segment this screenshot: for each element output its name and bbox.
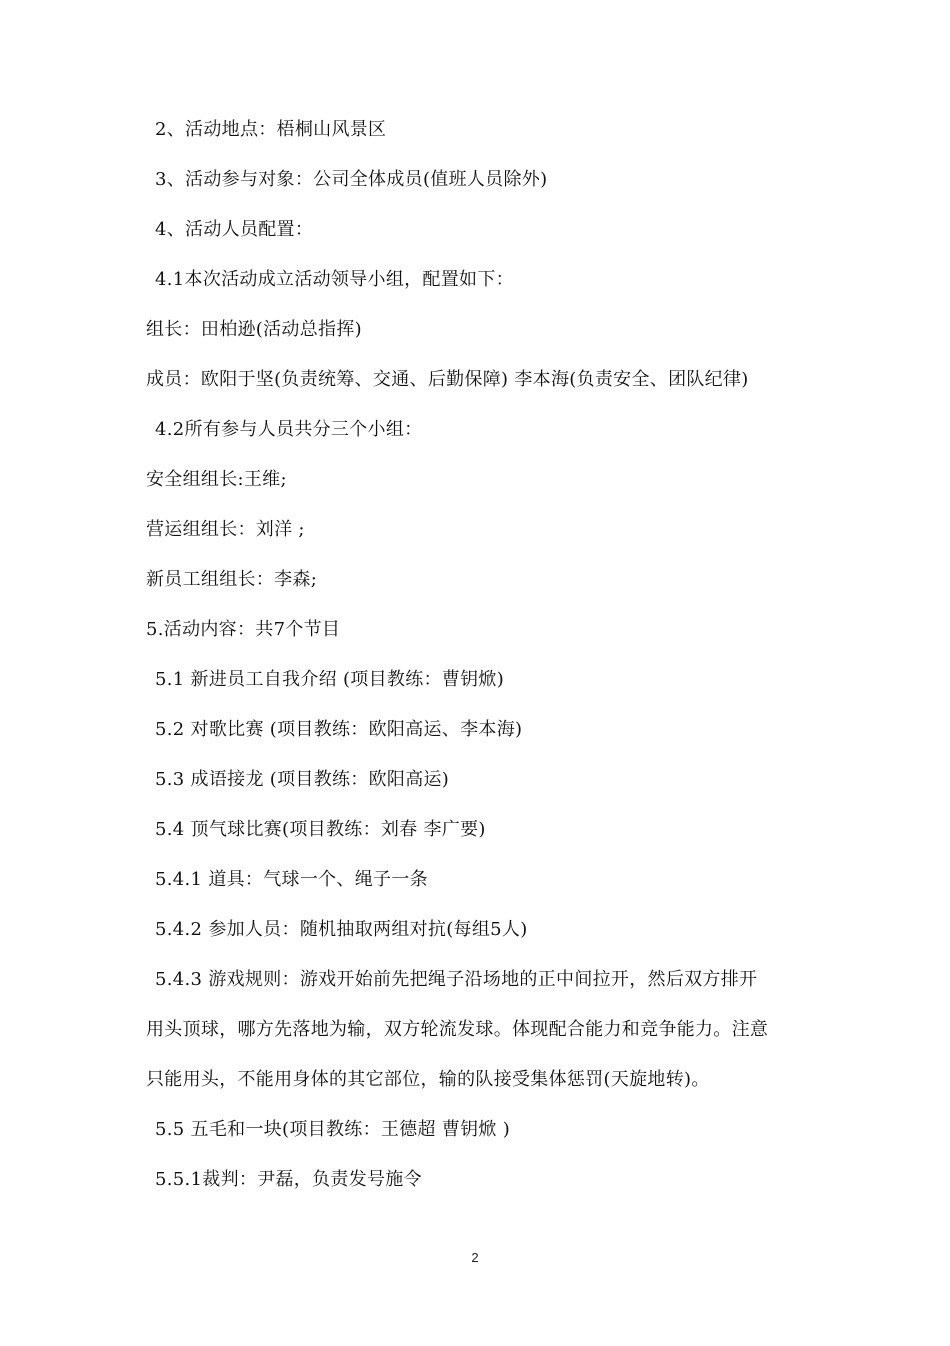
text-line-item-5-2: 5.2 对歌比赛 (项目教练：欧阳高运、李本海) xyxy=(155,719,523,740)
text-line-participants: 3、活动参与对象：公司全体成员(值班人员除外) xyxy=(155,169,548,190)
text-line-item-5-5: 5.5 五毛和一块(项目教练：王德超 曹钥焮 ) xyxy=(155,1119,511,1140)
text-line-item-5-4-2: 5.4.2 参加人员：随机抽取两组对抗(每组5人) xyxy=(155,919,528,940)
text-line-subgroups: 4.2所有参与人员共分三个小组： xyxy=(155,419,423,440)
text-line-safety-leader: 安全组组长:王维; xyxy=(146,469,287,490)
text-line-item-5-5-1: 5.5.1裁判：尹磊，负责发号施令 xyxy=(155,1169,422,1190)
text-line-rules-continued-1: 用头顶球，哪方先落地为输，双方轮流发球。体现配合能力和竞争能力。注意 xyxy=(146,1019,769,1040)
text-line-members: 成员：欧阳于坚(负责统筹、交通、后勤保障) 李本海(负责安全、团队纪律) xyxy=(146,369,749,390)
page-number: 2 xyxy=(471,1250,479,1265)
text-line-item-5-4: 5.4 顶气球比赛(项目教练：刘春 李广要) xyxy=(155,819,486,840)
text-line-new-staff-leader: 新员工组组长：李森; xyxy=(146,569,318,590)
text-line-operations-leader: 营运组组长：刘洋 ; xyxy=(146,519,305,540)
text-line-item-5-4-1: 5.4.1 道具：气球一个、绳子一条 xyxy=(155,869,428,890)
text-line-activity-content: 5.活动内容：共7个节目 xyxy=(146,619,341,640)
text-line-item-5-4-3: 5.4.3 游戏规则：游戏开始前先把绳子沿场地的正中间拉开，然后双方排开 xyxy=(155,969,758,990)
text-line-rules-continued-2: 只能用头，不能用身体的其它部位，输的队接受集体惩罚(天旋地转)。 xyxy=(146,1069,710,1090)
text-line-item-5-1: 5.1 新进员工自我介绍 (项目教练：曹钥焮) xyxy=(155,669,505,690)
text-line-group-leader: 组长：田柏逊(活动总指挥) xyxy=(146,319,362,340)
text-line-staffing: 4、活动人员配置： xyxy=(155,219,314,240)
text-line-location: 2、活动地点：梧桐山风景区 xyxy=(155,119,387,140)
text-line-item-5-3: 5.3 成语接龙 (项目教练：欧阳高运) xyxy=(155,769,450,790)
text-line-leadership-group: 4.1本次活动成立活动领导小组，配置如下： xyxy=(155,269,514,290)
